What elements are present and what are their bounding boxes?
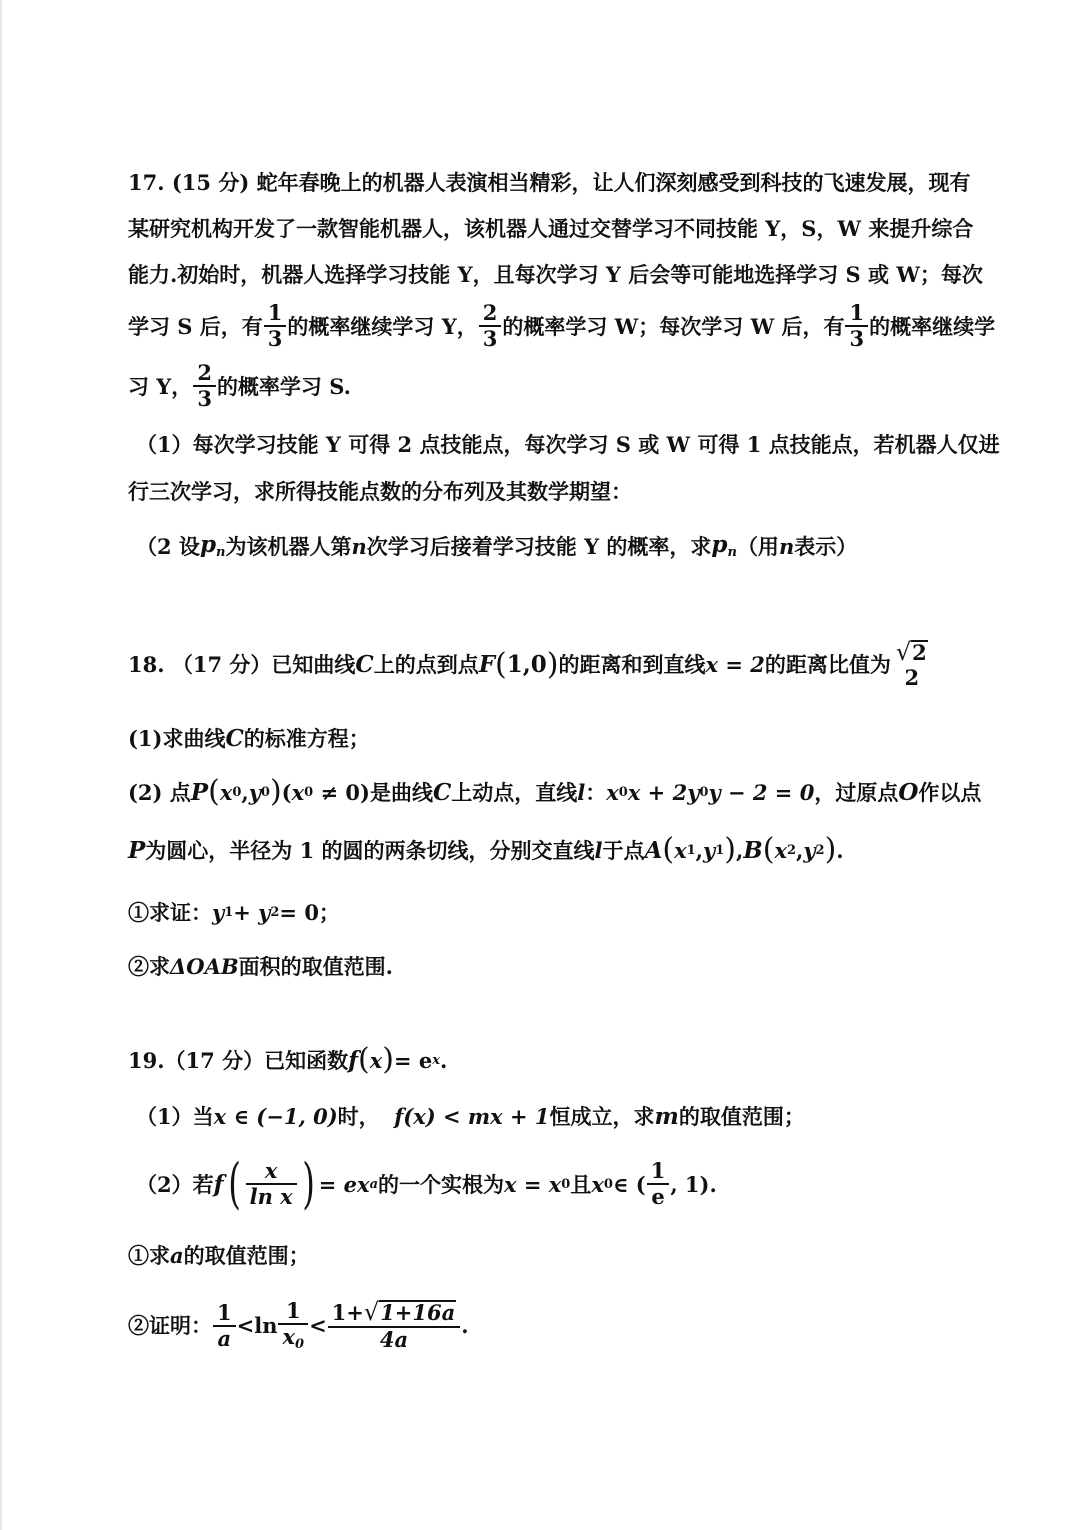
sub-0: 0 bbox=[699, 784, 709, 800]
p17-line4-a: 学习 S 后，有 bbox=[128, 313, 263, 339]
ln: ln bbox=[254, 1313, 278, 1339]
point-F-coords: 1,0 bbox=[506, 651, 547, 679]
period: . bbox=[461, 1313, 469, 1339]
p-letter: p bbox=[199, 531, 217, 558]
neq-zero: ≠ 0 bbox=[320, 779, 361, 805]
p19-q2: （2）若 f ( $\frac{x}{\text{ln x}}$ ) = ex a 的一个实根为 x = x 0 且 x 0 ∈ ( $\frac{1}{e}$ , 1). bbox=[136, 1152, 717, 1215]
func-f: f bbox=[348, 1046, 358, 1074]
p19-q2-c: 且 bbox=[570, 1171, 592, 1197]
px: x bbox=[219, 779, 233, 805]
frac-den: 3 bbox=[845, 325, 868, 350]
p18-q2-a: (2) 点 bbox=[128, 779, 191, 805]
p19-s1 bbox=[128, 1245, 310, 1266]
p18-q2-g: 为圆心，半径为 1 的圆的两条切线，分别交直线 bbox=[145, 837, 595, 863]
frac-num: 1 bbox=[285, 1298, 301, 1323]
p17-q2-b: 为该机器人第 bbox=[225, 533, 352, 559]
point-A: A bbox=[644, 836, 663, 864]
p-letter: p bbox=[711, 531, 728, 558]
p17-q1-line1 bbox=[136, 434, 1000, 455]
p18-s2 bbox=[128, 956, 393, 977]
p19-q1-c: 恒成立，求 bbox=[549, 1104, 655, 1129]
frac-num: 2 bbox=[197, 360, 212, 385]
sub-1: 1 bbox=[715, 842, 725, 858]
p18-s1 bbox=[128, 902, 340, 923]
p17-line4-d: 的概率继续学 bbox=[869, 313, 996, 339]
frac-num: 1 bbox=[267, 300, 283, 325]
func-f: f bbox=[213, 1170, 224, 1198]
p19-q1 bbox=[136, 1105, 805, 1128]
p17-q2-c: 次学习后接着学习技能 Y 的概率，求 bbox=[366, 533, 712, 559]
p18-line1-d: 的距离比值为 bbox=[764, 652, 891, 678]
p17-line5 bbox=[128, 362, 351, 410]
eq-e: = e bbox=[393, 1047, 433, 1073]
ly: y bbox=[687, 779, 700, 805]
p19-s1-a: ①求 bbox=[128, 1243, 170, 1268]
p17-line2-text: 某研究机构开发了一款智能机器人，该机器人通过交替学习不同技能 Y，S，W 来提升综合 bbox=[128, 216, 974, 241]
p17-line3 bbox=[128, 264, 983, 285]
p-n-symbol bbox=[200, 533, 226, 559]
p18-s1-a: ①求证： bbox=[128, 900, 212, 925]
less-than: < bbox=[236, 1313, 255, 1339]
p17-q2-a: （2 设 bbox=[136, 533, 200, 559]
origin-O: O bbox=[898, 778, 919, 806]
less-than: < bbox=[309, 1313, 327, 1339]
fraction-one-third bbox=[847, 302, 866, 350]
frac-den: ln x bbox=[246, 1183, 297, 1208]
interval-open: ∈ ( bbox=[612, 1171, 646, 1197]
y1: y bbox=[212, 900, 225, 925]
frac-den bbox=[278, 1323, 308, 1352]
x0: x bbox=[291, 779, 305, 805]
fraction-one-over-e bbox=[649, 1157, 668, 1209]
fraction-one-third bbox=[266, 302, 285, 350]
line-l: l bbox=[594, 837, 603, 863]
p19-q1-b: 时， bbox=[337, 1104, 380, 1129]
p18-q2-e: ，过原点 bbox=[814, 779, 899, 805]
p18-line1-b: 上的点到点 bbox=[373, 652, 479, 678]
frac-den: 2 bbox=[904, 665, 920, 691]
curve-C: C bbox=[355, 651, 374, 679]
frac-den: 3 bbox=[264, 325, 287, 350]
p18-q1 bbox=[128, 727, 370, 750]
frac-num bbox=[330, 1300, 459, 1326]
lend: y − 2 = 0 bbox=[708, 779, 815, 805]
fraction-two-thirds bbox=[195, 362, 214, 410]
sub-0: 0 bbox=[232, 784, 242, 800]
fraction-one-over-a bbox=[215, 1299, 234, 1351]
triangle-OAB: ΔOAB bbox=[170, 954, 239, 979]
p17-line1 bbox=[128, 172, 971, 193]
p18-q2-d: ： bbox=[585, 779, 607, 805]
p18-q2-h: 于点 bbox=[602, 837, 645, 863]
x-letter: x bbox=[282, 1324, 296, 1350]
sub-2: 2 bbox=[786, 842, 797, 858]
sub-2: 2 bbox=[815, 842, 825, 858]
p18-q2-line2: P 为圆心，半径为 1 的圆的两条切线，分别交直线 l 于点 A ( x 1 , y 1 ) , B ( x 2 , y 2 ) . bbox=[128, 832, 844, 867]
fraction-x-over-lnx bbox=[248, 1157, 295, 1209]
x-eq-x0: x = x bbox=[504, 1171, 562, 1197]
p18-q1-a: (1)求曲线 bbox=[128, 726, 226, 751]
n-sub: n bbox=[727, 545, 737, 560]
p19-s2-a: ②证明： bbox=[128, 1313, 212, 1339]
n-sub: n bbox=[216, 545, 226, 560]
p17-line5-a: 习 Y， bbox=[128, 373, 193, 399]
line-x-eq-2: x = 2 bbox=[705, 652, 765, 678]
sup-a: a bbox=[369, 1176, 378, 1192]
p17-q2-d: （用 bbox=[736, 533, 779, 559]
p17-line2 bbox=[128, 218, 973, 239]
sub-0: 0 bbox=[260, 784, 270, 800]
p17-q2-e: 表示） bbox=[794, 533, 858, 559]
point-P: P bbox=[128, 836, 146, 864]
line-l: l bbox=[577, 779, 586, 805]
p19-q1-d: 的取值范围； bbox=[678, 1104, 805, 1129]
sqrt-1-16a: √ 1+16a bbox=[363, 1298, 456, 1327]
sqrt-2: √ 2 bbox=[895, 638, 927, 666]
p19-s1-b: 的取值范围； bbox=[183, 1243, 310, 1268]
p19-line1-a: 19.（17 分）已知函数 bbox=[128, 1047, 349, 1073]
p18-q2-line1: (2) 点 P ( x 0 , y 0 ) ( x 0 ≠ 0 ) 是曲线 C 上动点，直线 l ： x 0 x + 2 y 0 y − 2 = 0 ，过原点 O 作以点 bbox=[128, 774, 982, 809]
sub-0: 0 bbox=[561, 1176, 571, 1192]
sub-1: 1 bbox=[686, 842, 696, 858]
p17-line4-c: 的概率学习 W；每次学习 W 后，有 bbox=[502, 313, 845, 339]
sub-0: 0 bbox=[603, 1176, 613, 1192]
p18-q1-b: 的标准方程； bbox=[243, 726, 370, 751]
frac-num: 1 bbox=[650, 1157, 666, 1183]
var-x: x bbox=[369, 1047, 383, 1073]
lx: x bbox=[606, 779, 619, 805]
sub-2: 2 bbox=[270, 905, 280, 920]
rhs-num-a: 1+ bbox=[331, 1300, 364, 1326]
p-n-symbol bbox=[711, 533, 737, 559]
point-B: B bbox=[743, 836, 763, 864]
p17-line4-b: 的概率继续学习 Y， bbox=[287, 313, 478, 339]
p17-line5-b: 的概率学习 S. bbox=[216, 373, 351, 399]
p18-line1-a: 18. （17 分）已知曲线 bbox=[128, 652, 356, 678]
sup-x: x bbox=[432, 1052, 440, 1068]
frac-den: 3 bbox=[479, 325, 502, 350]
sqrt-arg: 1+16a bbox=[380, 1300, 456, 1326]
p18-s2-c: 面积的取值范围. bbox=[238, 954, 393, 979]
frac-num: 1 bbox=[217, 1299, 232, 1325]
p17-line4 bbox=[128, 302, 995, 350]
p18-line1: 18. （17 分）已知曲线 C 上的点到点 F ( 1,0 ) 的距离和到直线 x = 2 的距离比值为 √ 2 2 bbox=[128, 640, 933, 689]
sqrt-arg: 2 bbox=[912, 640, 927, 665]
n-symbol: n bbox=[351, 533, 367, 559]
fraction-rhs bbox=[330, 1300, 459, 1351]
p18-q2-f: 作以点 bbox=[918, 779, 982, 805]
p19-q2-b: 的一个实根为 bbox=[378, 1171, 504, 1197]
sub-0: 0 bbox=[618, 784, 628, 800]
sub-0: 0 bbox=[304, 784, 314, 800]
fraction-one-over-x0 bbox=[280, 1300, 306, 1352]
p18-line1-c: 的距离和到直线 bbox=[558, 652, 706, 678]
p18-q2-b: 是曲线 bbox=[369, 779, 433, 805]
n-symbol: n bbox=[778, 533, 795, 559]
frac-num: 1 bbox=[849, 300, 865, 325]
interval-close: , 1). bbox=[670, 1171, 717, 1197]
p18-q2-c: 上动点，直线 bbox=[451, 779, 578, 805]
eq-ex: = ex bbox=[318, 1171, 370, 1197]
p19-s2 bbox=[128, 1300, 469, 1352]
p19-q1-a: （1）当 bbox=[136, 1104, 214, 1129]
p17-q1-text1: （1）每次学习技能 Y 可得 2 点技能点，每次学习 S 或 W 可得 1 点技能点，若机器人仅进 bbox=[136, 432, 1000, 457]
sub-0: 0 bbox=[295, 1337, 305, 1353]
frac-den: 3 bbox=[193, 385, 216, 410]
x-interval: x ∈ (−1, 0) bbox=[213, 1104, 338, 1129]
eq-zero: = 0； bbox=[279, 900, 340, 925]
inequality: f(x) < mx + 1 bbox=[394, 1104, 550, 1129]
param-m: m bbox=[654, 1103, 679, 1130]
sub-1: 1 bbox=[224, 905, 234, 920]
frac-den: 4a bbox=[328, 1326, 461, 1351]
frac-den: a bbox=[213, 1325, 236, 1350]
param-a: a bbox=[170, 1243, 184, 1268]
lmid: x + 2 bbox=[627, 779, 688, 805]
p17-line1-text: 17. (15 分) 蛇年春晚上的机器人表演相当精彩，让人们深刻感受到科技的飞速发展，现有 bbox=[128, 170, 971, 195]
frac-num: 2 bbox=[482, 300, 498, 325]
frac-num: x bbox=[264, 1157, 278, 1183]
curve-C: C bbox=[225, 725, 244, 752]
p18-s2-a: ②求 bbox=[128, 954, 170, 979]
p17-q1-line2 bbox=[128, 481, 632, 502]
plus-y2: + y bbox=[233, 900, 271, 925]
curve-C: C bbox=[432, 778, 452, 806]
fraction-two-thirds bbox=[481, 302, 500, 350]
p17-q1-text2: 行三次学习，求所得技能点数的分布列及其数学期望： bbox=[128, 479, 632, 504]
p19-line1: 19.（17 分）已知函数 f ( x ) = e x . bbox=[128, 1042, 448, 1077]
fraction-sqrt2-over-2 bbox=[894, 640, 930, 689]
p19-q2-a: （2）若 bbox=[136, 1171, 214, 1197]
point-P: P bbox=[190, 778, 209, 806]
frac-den: e bbox=[647, 1183, 670, 1208]
p17-line3-text: 能力.初始时，机器人选择学习技能 Y，且每次学习 Y 后会等可能地选择学习 S 或 W；每次 bbox=[128, 262, 983, 287]
x0-var: x bbox=[591, 1171, 604, 1197]
py: y bbox=[248, 779, 261, 805]
point-F: F bbox=[478, 651, 496, 679]
p17-q2-line bbox=[136, 533, 857, 559]
